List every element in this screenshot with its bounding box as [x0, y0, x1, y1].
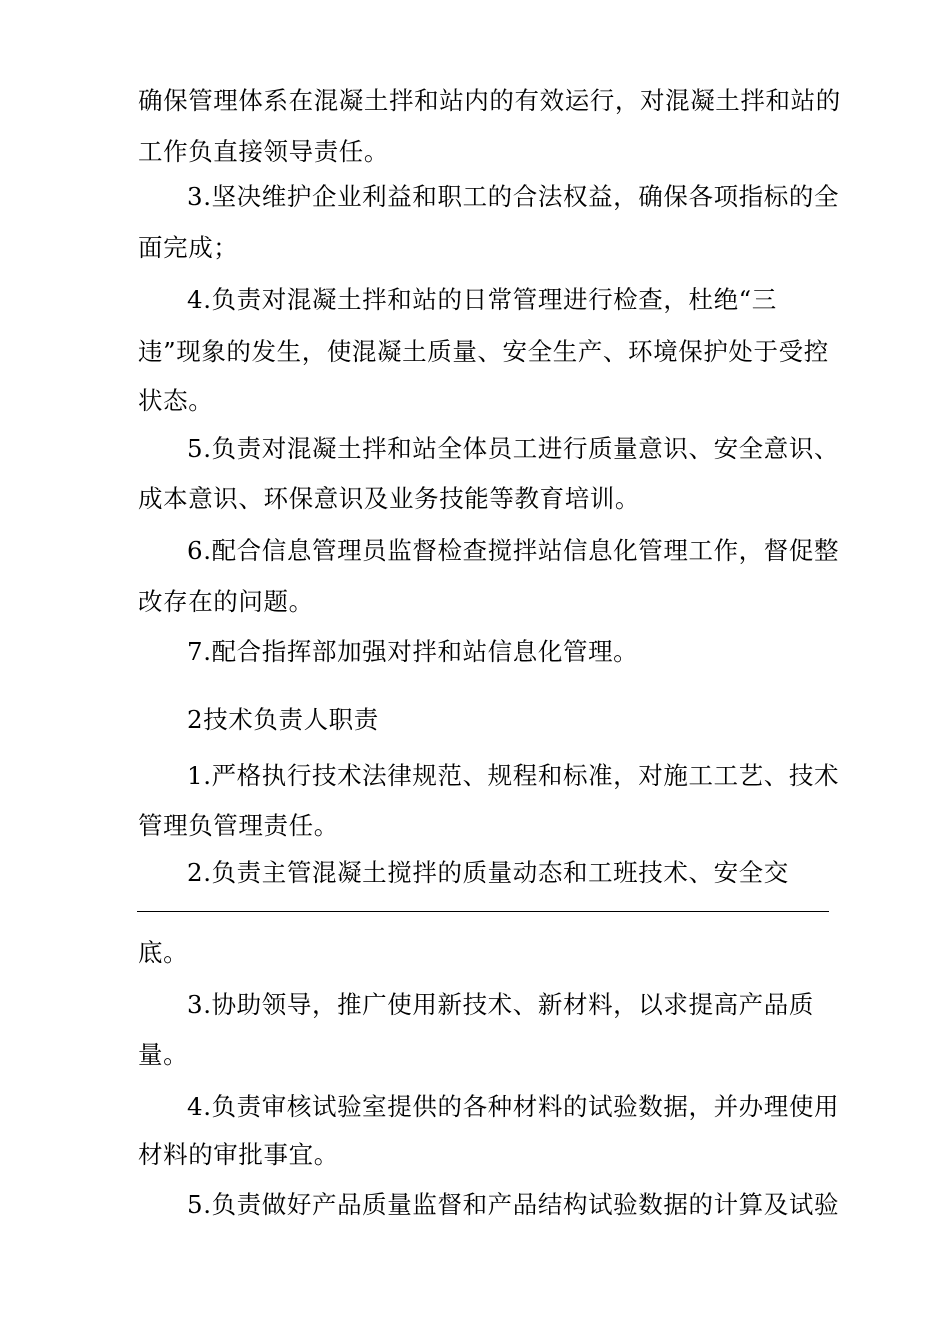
- text-line: 6.配合信息管理员监督检查搅拌站信息化管理工作，督促整: [187, 536, 840, 565]
- text-line: 5.负责对混凝土拌和站全体员工进行质量意识、安全意识、: [187, 434, 840, 463]
- text-line: 材料的审批事宜。: [138, 1140, 339, 1169]
- text-line: 5.负责做好产品质量监督和产品结构试验数据的计算及试验: [187, 1190, 840, 1219]
- text-line: 状态。: [138, 386, 214, 415]
- text-line: 改存在的问题。: [138, 587, 314, 616]
- page-break-divider: [137, 911, 829, 912]
- text-line: 底。: [138, 938, 189, 967]
- text-line: 4.负责审核试验室提供的各种材料的试验数据，并办理使用: [187, 1092, 840, 1121]
- text-line: 7.配合指挥部加强对拌和站信息化管理。: [187, 637, 639, 666]
- text-line: 1.严格执行技术法律规范、规程和标准，对施工工艺、技术: [187, 761, 840, 790]
- section-heading: 2技术负责人职责: [187, 705, 379, 734]
- text-line: 违”现象的发生，使混凝土质量、安全生产、环境保护处于受控: [138, 337, 829, 366]
- text-line: 3.坚决维护企业利益和职工的合法权益，确保各项指标的全: [187, 182, 840, 211]
- text-line: 管理负管理责任。: [138, 811, 339, 840]
- text-line: 2.负责主管混凝土搅拌的质量动态和工班技术、安全交: [187, 858, 789, 887]
- text-line: 4.负责对混凝土拌和站的日常管理进行检查，杜绝“三: [187, 285, 777, 314]
- text-line: 工作负直接领导责任。: [138, 137, 389, 166]
- text-line: 3.协助领导，推广使用新技术、新材料，以求提高产品质: [187, 990, 814, 1019]
- text-line: 面完成；: [138, 233, 239, 262]
- text-line: 量。: [138, 1040, 189, 1069]
- text-line: 确保管理体系在混凝土拌和站内的有效运行，对混凝土拌和站的: [138, 86, 841, 115]
- text-line: 成本意识、环保意识及业务技能等教育培训。: [138, 484, 640, 513]
